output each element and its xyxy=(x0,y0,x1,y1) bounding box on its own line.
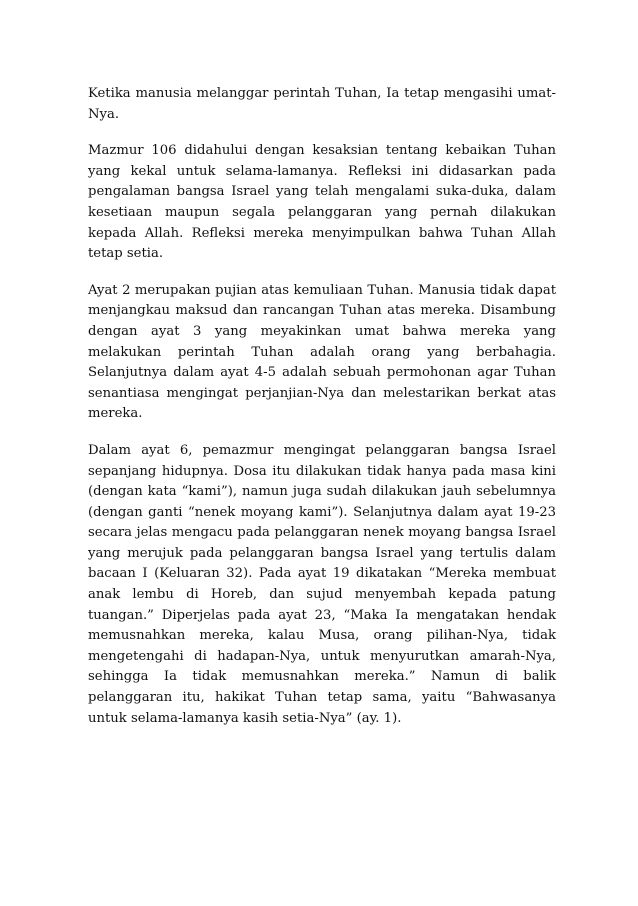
paragraph-2: Mazmur 106 didahului dengan kesaksian tentang kebaikan Tuhan yang kekal untuk selama-lamanya. Refleksi ini didasarkan pada pengalaman bangsa Israel yang telah mengalami suka-duka, dalam kesetiaan maupun segala pelanggaran yang pernah dilakukan kepada Allah. Refleksi mereka menyimpulkan bahwa Tuhan Allah tetap setia. xyxy=(88,143,556,262)
paragraph-4: Dalam ayat 6, pemazmur mengingat pelanggaran bangsa Israel sepanjang hidupnya. Dosa itu dilakukan tidak hanya pada masa kini (dengan kata “kami”), namun juga sudah dilakukan jauh sebelumnya (dengan ganti “nenek moyang kami”). Selanjutnya dalam ayat 19-23 secara jelas mengacu pada pelanggaran nenek moyang bangsa Israel yang merujuk pada pelanggaran bangsa Israel yang tertulis dalam bacaan I (Keluaran 32). Pada ayat 19 dikatakan “Mereka membuat anak lembu di Horeb, dan sujud menyembah kepada patung tuangan.” Diperjelas pada ayat 23, “Maka Ia mengatakan hendak memusnahkan mereka, kalau Musa, orang pilihan-Nya, tidak mengetengahi di hadapan-Nya, untuk menyurutkan amarah-Nya, sehingga Ia tidak memusnahkan mereka.” Namun di balik pelanggaran itu, hakikat Tuhan tetap sama, yaitu “Bahwasanya untuk selama-lamanya kasih setia-Nya” (ay. 1). xyxy=(88,442,556,726)
document-page xyxy=(88,84,556,745)
paragraph-3: Ayat 2 merupakan pujian atas kemuliaan Tuhan. Manusia tidak dapat menjangkau maksud dan rancangan Tuhan atas mereka. Disambung dengan ayat 3 yang meyakinkan umat bahwa mereka yang melakukan perintah Tuhan adalah orang yang berbahagia. Selanjutnya dalam ayat 4-5 adalah sebuah permohonan agar Tuhan senantiasa mengingat perjanjian-Nya dan melestarikan berkat atas mereka. xyxy=(88,282,556,422)
paragraph-1: Ketika manusia melanggar perintah Tuhan, Ia tetap mengasihi umat-Nya. xyxy=(88,86,556,122)
